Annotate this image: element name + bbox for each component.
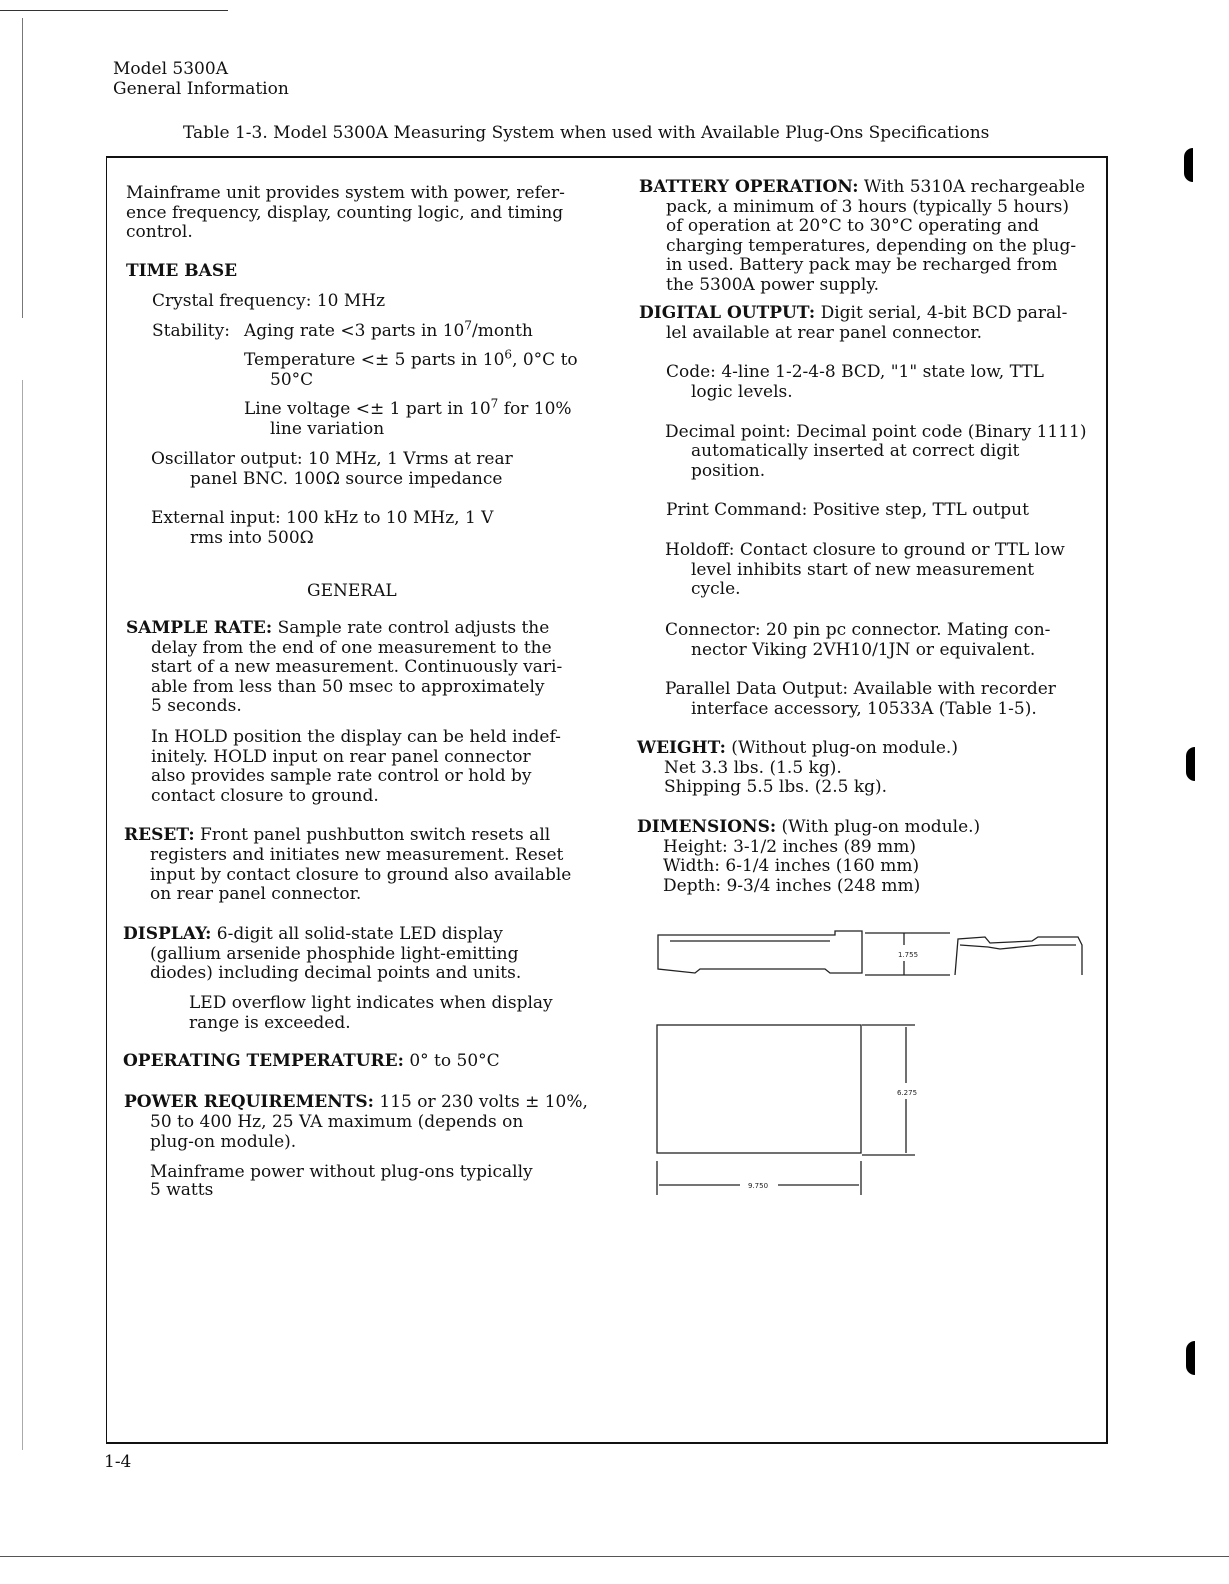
- display-spec: DISPLAY: 6-digit all solid-state LED display: [123, 924, 503, 944]
- battery-line: the 5300A power supply.: [666, 275, 880, 295]
- led-overflow-line: LED overflow light indicates when display: [189, 993, 553, 1013]
- operating-temperature-spec: OPERATING TEMPERATURE: 0° to 50°C: [123, 1051, 500, 1071]
- general-heading: GENERAL: [307, 581, 397, 601]
- aging-rate: Aging rate <3 parts in $10^7$/month: [244, 318, 533, 341]
- bottom-rule: [0, 1556, 1229, 1557]
- temperature-range: 50°C: [270, 370, 314, 390]
- intro-line: Mainframe unit provides system with power, refer-: [126, 183, 565, 203]
- change-bar: [1184, 148, 1193, 182]
- decimal-point-line: automatically inserted at correct digit: [691, 441, 1020, 461]
- operating-temperature-label: OPERATING TEMPERATURE:: [123, 1051, 404, 1071]
- parallel-data-line: interface accessory, 10533A (Table 1-5).: [691, 699, 1037, 719]
- external-input-detail: rms into 500Ω: [190, 528, 314, 548]
- weight-line: Net 3.3 lbs. (1.5 kg).: [664, 758, 842, 778]
- temperature-stability: Temperature <± 5 parts in $10^6$, 0°C to: [244, 347, 578, 370]
- battery-spec: BATTERY OPERATION: With 5310A rechargeable: [639, 177, 1086, 197]
- display-label: DISPLAY:: [123, 924, 212, 944]
- hold-line: also provides sample rate control or hold by: [151, 766, 532, 786]
- parallel-data-line: Parallel Data Output: Available with recorder: [665, 679, 1056, 699]
- time-base-heading: TIME BASE: [126, 261, 238, 281]
- digital-output-spec: DIGITAL OUTPUT: Digit serial, 4-bit BCD paral-: [639, 303, 1068, 323]
- dimensions-line: Height: 3-1/2 inches (89 mm): [663, 837, 917, 857]
- weight-label: WEIGHT:: [637, 738, 726, 758]
- print-command: Print Command: Positive step, TTL output: [666, 500, 1029, 520]
- connector-line: nector Viking 2VH10/1JN or equivalent.: [691, 640, 1036, 660]
- power-label: POWER REQUIREMENTS:: [124, 1092, 374, 1112]
- external-input: External input: 100 kHz to 10 MHz, 1 V: [151, 508, 494, 528]
- weight-line: Shipping 5.5 lbs. (2.5 kg).: [664, 777, 888, 797]
- decimal-point-line: position.: [691, 461, 766, 481]
- hold-line: contact closure to ground.: [151, 786, 379, 806]
- connector-line: Connector: 20 pin pc connector. Mating con-: [665, 620, 1051, 640]
- side-view-outline: [658, 931, 862, 973]
- reset-spec: RESET: Front panel pushbutton switch resets all: [124, 825, 551, 845]
- dimensions-label: DIMENSIONS:: [637, 817, 777, 837]
- sample-rate-spec: SAMPLE RATE: Sample rate control adjusts the: [126, 618, 550, 638]
- oscillator-output-detail: panel BNC. 100Ω source impedance: [190, 469, 503, 489]
- battery-line: charging temperatures, depending on the plug-: [666, 236, 1077, 256]
- crystal-frequency: Crystal frequency: 10 MHz: [152, 291, 386, 311]
- power-line: plug-on module).: [150, 1132, 297, 1152]
- intro-line: control.: [126, 222, 193, 242]
- digital-output-line: lel available at rear panel connector.: [666, 323, 983, 343]
- holdoff-line: level inhibits start of new measurement: [691, 560, 1035, 580]
- oscillator-output: Oscillator output: 10 MHz, 1 Vrms at rear: [151, 449, 513, 469]
- battery-line: of operation at 20°C to 30°C operating and: [666, 216, 1040, 236]
- reset-line: input by contact closure to ground also available: [150, 865, 572, 885]
- decimal-point-line: Decimal point: Decimal point code (Binary 1111): [665, 422, 1087, 442]
- battery-label: BATTERY OPERATION:: [639, 177, 859, 197]
- page-number: 1-4: [104, 1452, 132, 1472]
- display-line: (gallium arsenide phosphide light-emitting: [150, 944, 519, 964]
- mainframe-power-line: 5 watts: [150, 1180, 214, 1200]
- mainframe-power-line: Mainframe power without plug-ons typically: [150, 1162, 533, 1182]
- sample-rate-line: delay from the end of one measurement to the: [151, 638, 552, 658]
- reset-label: RESET:: [124, 825, 195, 845]
- sample-rate-label: SAMPLE RATE:: [126, 618, 273, 638]
- code-line: logic levels.: [691, 382, 793, 402]
- code-line: Code: 4-line 1-2-4-8 BCD, "1" state low, TTL: [666, 362, 1044, 382]
- sample-rate-line: start of a new measurement. Continuously vari-: [151, 657, 563, 677]
- header-model: Model 5300A: [113, 59, 228, 79]
- stability-label: Stability:: [152, 321, 230, 341]
- change-bar: [1186, 747, 1195, 781]
- battery-line: in used. Battery pack may be recharged from: [666, 255, 1058, 275]
- reset-line: on rear panel connector.: [150, 884, 362, 904]
- power-spec: POWER REQUIREMENTS: 115 or 230 volts ± 10%,: [124, 1092, 588, 1112]
- dimensions-line: Depth: 9-3/4 inches (248 mm): [663, 876, 921, 896]
- scan-edge: [22, 18, 23, 318]
- header-section: General Information: [113, 79, 289, 99]
- dim-width-label: 6.275: [897, 1089, 918, 1097]
- dimension-drawing: [640, 925, 1100, 1215]
- line-voltage: Line voltage <± 1 part in $10^7$ for 10%: [244, 396, 572, 419]
- sample-rate-line: 5 seconds.: [151, 696, 242, 716]
- display-line: diodes) including decimal points and units.: [150, 963, 522, 983]
- power-line: 50 to 400 Hz, 25 VA maximum (depends on: [150, 1112, 524, 1132]
- table-caption: Table 1-3. Model 5300A Measuring System when used with Available Plug-Ons Specifications: [183, 123, 990, 143]
- line-variation: line variation: [270, 419, 385, 439]
- led-overflow-line: range is exceeded.: [189, 1013, 351, 1033]
- dimensions-spec: DIMENSIONS: (With plug-on module.): [637, 817, 981, 837]
- hold-line: initely. HOLD input on rear panel connector: [151, 747, 531, 767]
- dimensions-line: Width: 6-1/4 inches (160 mm): [663, 856, 920, 876]
- dim-height-label: 1.755: [898, 951, 919, 959]
- intro-line: ence frequency, display, counting logic, and timing: [126, 203, 564, 223]
- top-rule: [0, 10, 228, 11]
- change-bar: [1186, 1341, 1195, 1375]
- front-view-outline: [955, 937, 1082, 975]
- digital-output-label: DIGITAL OUTPUT:: [639, 303, 816, 323]
- weight-spec: WEIGHT: (Without plug-on module.): [637, 738, 958, 758]
- hold-line: In HOLD position the display can be held indef-: [151, 727, 561, 747]
- reset-line: registers and initiates new measurement. Reset: [150, 845, 564, 865]
- top-view-outline: [657, 1025, 861, 1153]
- holdoff-line: cycle.: [691, 579, 741, 599]
- holdoff-line: Holdoff: Contact closure to ground or TTL low: [665, 540, 1065, 560]
- dim-depth-label: 9.750: [748, 1182, 769, 1190]
- battery-line: pack, a minimum of 3 hours (typically 5 hours): [666, 197, 1070, 217]
- scan-edge: [22, 380, 23, 1450]
- sample-rate-line: able from less than 50 msec to approximately: [151, 677, 545, 697]
